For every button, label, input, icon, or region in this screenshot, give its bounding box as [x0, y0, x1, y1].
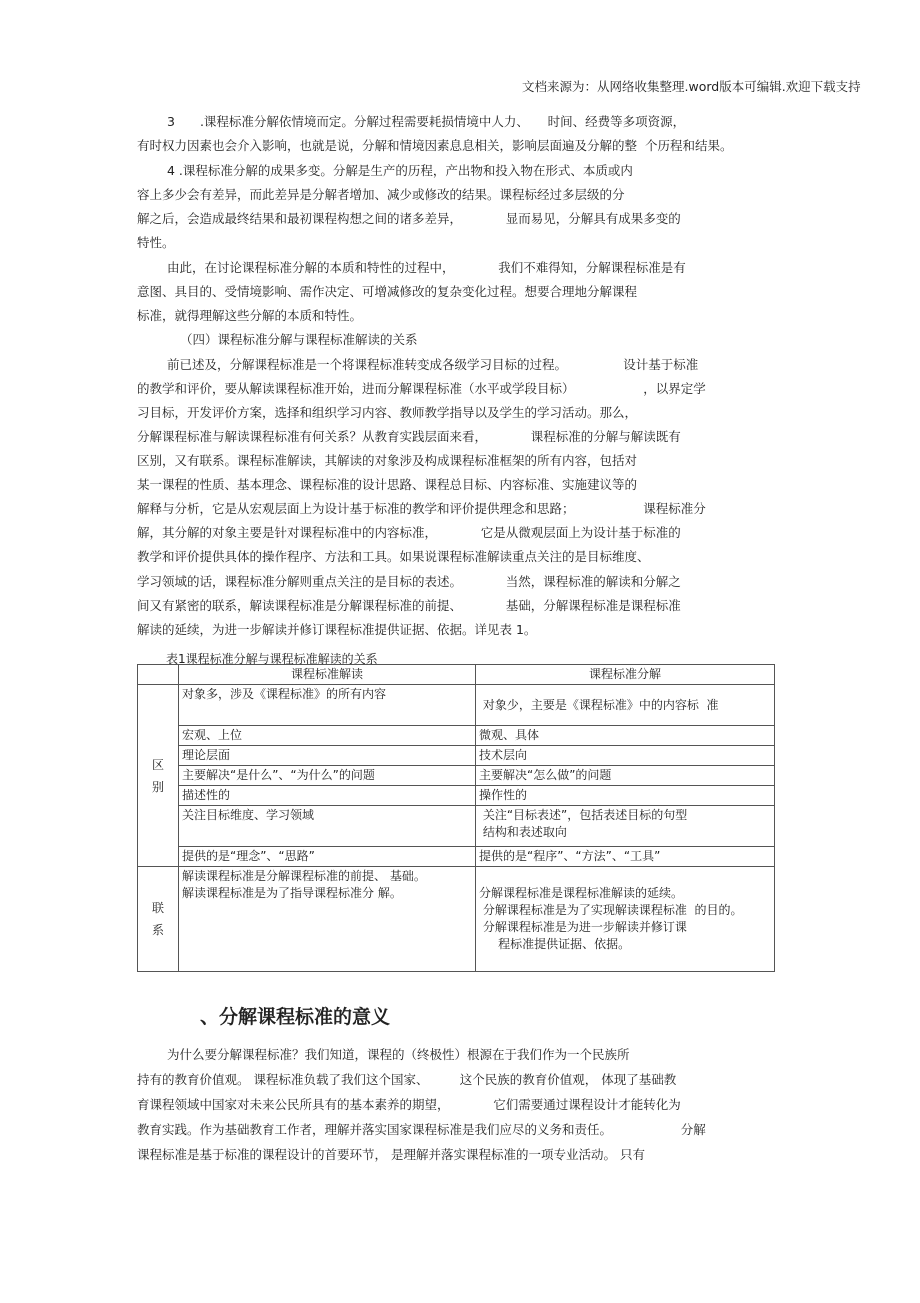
- table-cell: 关注“目标表述”，包括表述目标的句型 结构和表述取向: [476, 806, 775, 847]
- table-row: [138, 786, 775, 806]
- table-cell: 主要解决“是什么”、“为什么”的问题: [179, 766, 476, 786]
- table-row: [138, 746, 775, 766]
- relation-table: [137, 664, 775, 972]
- section-heading: 、分解课程标准的意义: [200, 1006, 391, 1028]
- table-cell: 微观、具体: [476, 726, 775, 746]
- text-line: 某一课程的性质、基本理念、课程标准的设计思路、课程总目标、内容标准、实施建议等的: [137, 477, 638, 492]
- text-line: 育课程领域中国家对未来公民所具有的基本素养的期望， 它们需要通过课程设计才能转化为: [137, 1097, 681, 1112]
- text-line: 学习领域的话，课程标准分解则重点关注的是目标的表述。 当然，课程标准的解读和分解之: [137, 574, 681, 589]
- text-line: 标准，就得理解这些分解的本质和特性。: [137, 308, 363, 323]
- col-header-interpretation: 课程标准解读: [179, 665, 476, 685]
- table-caption: 表1课程标准分解与课程标准解读的关系: [166, 652, 378, 666]
- corner-cell: [138, 665, 179, 685]
- table-cell: 关注目标维度、学习领域: [179, 806, 476, 847]
- text-line: 教育实践。作为基础教育工作者，理解并落实国家课程标准是我们应尽的义务和责任。 分解: [137, 1122, 706, 1137]
- table-cell: 对象多，涉及《课程标准》的所有内容: [179, 685, 476, 726]
- text-line: 前已述及，分解课程标准是一个将课程标准转变成各级学习目标的过程。 设计基于标准: [167, 357, 699, 372]
- table-cell: 宏观、上位: [179, 726, 476, 746]
- text-line: 由此，在讨论课程标准分解的本质和特性的过程中， 我们不难得知，分解课程标准是有: [167, 260, 686, 275]
- text-line: 意图、具目的、受情境影响、需作决定、可增减修改的复杂变化过程。想要合理地分解课程: [137, 284, 638, 299]
- table-cell: 分解课程标准是课程标准解读的延续。 分解课程标准是为了实现解读课程标准 的目的。 分解课程标准是为进一步解读并修订课 程标准提供证据、依据。: [476, 867, 775, 972]
- table-row: [138, 847, 775, 867]
- text-line: 课程标准是基于标准的课程设计的首要环节， 是理解并落实课程标准的一项专业活动。 只有: [137, 1147, 645, 1162]
- text-line: 解之后，会造成最终结果和最初课程构想之间的诸多差异， 显而易见，分解具有成果多变的: [137, 211, 681, 226]
- col-header-decomposition: 课程标准分解: [476, 665, 775, 685]
- text-line: 4 .课程标准分解的成果多变。分解是生产的历程，产出物和投入物在形式、本质或内: [167, 163, 633, 178]
- table-cell: 理论层面: [179, 746, 476, 766]
- table-cell: 提供的是“理念”、“思路”: [179, 847, 476, 867]
- table-cell: 技术层向: [476, 746, 775, 766]
- text-line: 习目标，开发评价方案，选择和组织学习内容、教师教学指导以及学生的学习活动。那么，: [137, 405, 638, 420]
- group-label-difference: 区 别: [138, 685, 179, 867]
- text-line: 解，其分解的对象主要是针对课程标准中的内容标准， 它是从微观层面上为设计基于标准的: [137, 525, 681, 540]
- text-line: 容上多少会有差异，而此差异是分解者增加、减少或修改的结果。课程标经过多层级的分: [137, 187, 625, 202]
- table-cell: 主要解决“怎么做”的问题: [476, 766, 775, 786]
- table-row: [138, 867, 775, 972]
- text-line: 区别，又有联系。课程标准解读，其解读的对象涉及构成课程标准框架的所有内容，包括对: [137, 453, 638, 468]
- table-cell: 对象少，主要是《课程标准》中的内容标 准: [476, 685, 775, 726]
- table-cell: 解读课程标准是分解课程标准的前提、 基础。 解读课程标准是为了指导课程标准分 解。: [179, 867, 476, 972]
- table-cell: 操作性的: [476, 786, 775, 806]
- table-row: [138, 806, 775, 847]
- text-line: 有时权力因素也会介入影响，也就是说，分解和情境因素息息相关，影响层面遍及分解的整 个历程和结果。: [137, 138, 733, 153]
- table-row: [138, 726, 775, 746]
- group-label-connection: 联 系: [138, 867, 179, 972]
- text-line: 解读的延续，为进一步解读并修订课程标准提供证据、依据。详见表 1。: [137, 622, 537, 637]
- table-row: [138, 766, 775, 786]
- text-line: 分解课程标准与解读课程标准有何关系？从教育实践层面来看， 课程标准的分解与解读既有: [137, 429, 681, 444]
- text-line: 为什么要分解课程标准？我们知道，课程的（终极性）根源在于我们作为一个民族所: [167, 1047, 630, 1062]
- table-cell: 提供的是“程序”、“方法”、“工具”: [476, 847, 775, 867]
- table-header-row: [138, 665, 775, 685]
- text-line: 的教学和评价，要从解读课程标准开始，进而分解课程标准（水平或学段目标） ，以界定学: [137, 381, 706, 396]
- text-line: 3 .课程标准分解依情境而定。分解过程需要耗损情境中人力、 时间、经费等多项资源，: [167, 114, 686, 129]
- text-line: 教学和评价提供具体的操作程序、方法和工具。如果说课程标准解读重点关注的是目标维度、: [137, 549, 650, 564]
- page-header: 文档来源为：从网络收集整理.word版本可编辑.欢迎下载支持: [522, 79, 861, 94]
- table-row: [138, 685, 775, 726]
- text-line: 特性。: [137, 235, 175, 250]
- text-line: （四）课程标准分解与课程标准解读的关系: [180, 332, 418, 347]
- table-cell: 描述性的: [179, 786, 476, 806]
- text-line: 持有的教育价值观。 课程标准负载了我们这个国家、 这个民族的教育价值观， 体现了基础教: [137, 1072, 677, 1087]
- text-line: 间又有紧密的联系，解读课程标准是分解课程标准的前提、 基础，分解课程标准是课程标准: [137, 598, 681, 613]
- text-line: 解释与分析，它是从宏观层面上为设计基于标准的教学和评价提供理念和思路； 课程标准分: [137, 501, 706, 516]
